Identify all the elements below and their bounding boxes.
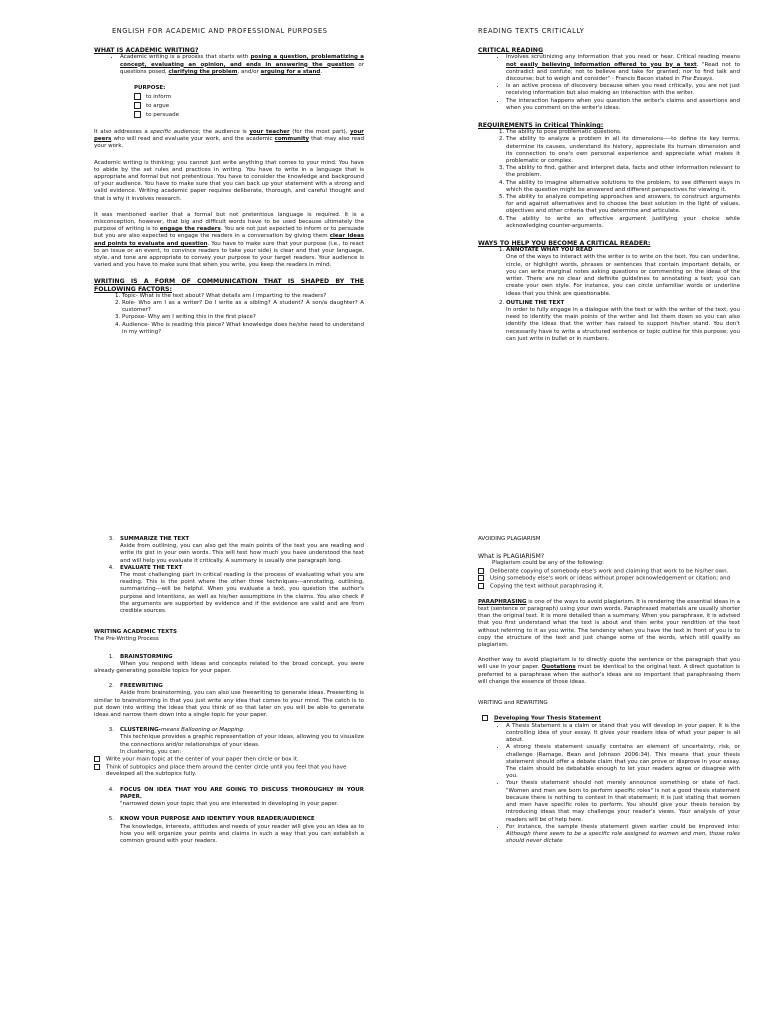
- thesis-title: Developing Your Thesis Statement: [478, 715, 740, 723]
- freewriting-item: 2. FREEWRITING Aside from brainstorming, you can also use freewriting to generate ideas. Freewriting is similar to brainstorming in that you just write any idea that comes to your mind. The catch is to put down into writing the ideas that you think of so that later on you will be able to generate ideas and narrow them down into a single topic for your paper.: [94, 683, 364, 719]
- ways-heading: WAYS TO HELP YOU BECOME A CRITICAL READER:: [478, 240, 651, 248]
- thinking-paragraph: Academic writing is thinking; you cannot just write anything that comes to your mind. You have to abide by the set rules and practices in writing. You have to write in a language that is appropriate and formal but not pretentious. You have to consider the knowledge and background of your audience. You have to make sure that you can back up your statement with a strong and valid evidence. Writing academic paper requires deliberate, thorough, and careful thought and that is why it involves research.: [94, 159, 364, 202]
- language-paragraph: It was mentioned earlier that a formal but not pretentious language is required. It is a misconception, however, that big and difficult words have to be used because ultimately the purpose of writing is to engage the readers. You are not just expected to inform or to persuade but you are also expected to engage the readers in a conversation by giving them clear ideas and points to evaluate and question. You have to make sure that your purpose (i.e., to react to an issue or an event, to convince readers to take your side) is clear and that your language, style, and tone are appropriate to convey your purpose to your target readers. Your audience is varied and you have to make sure that when you write, you keep the readers in mind.: [94, 211, 364, 269]
- list-item: 2. The ability to analyze a problem in all its dimensions----to define its key terms, determine its causes, understand its history, appreciate its human dimension and its connection to one's own personal experience and appreciate what makes it problematic or complex.: [506, 136, 740, 165]
- page2-right-column: [478, 536, 740, 845]
- summarize-item: 3. SUMMARIZE THE TEXT Aside from outlining, you can also get the main points of the text you are reading and write its gist in your own words. This will test how much you have understood the text and will help you evaluate it critically. A summary is usually one paragraph long.: [108, 536, 364, 564]
- academic-writing-definition: • Academic writing is a process that starts with posing a question, problematizing a concept, evaluating an opinion, and ends in answering the question or questions posed, clarifying the problem, and/or arguing for a stand.: [120, 54, 364, 76]
- list-item: Think of subtopics and place them around the center circle until you feel that you have developed all the subtopics fully.: [94, 764, 364, 779]
- purpose-label: PURPOSE:: [134, 85, 166, 92]
- list-item: 2. Role- Who am I as a writer? Do I write as a sibling? A student? A son/a daughter? A customer?: [122, 300, 364, 314]
- purpose-item: to persuade: [134, 111, 364, 120]
- page1-left-column: [94, 28, 364, 336]
- list-item: Using somebody else's work or ideas without proper acknowledgement or citation; and: [478, 575, 740, 583]
- list-item: • Is an active process of discovery because when you read critically, you are not just receiving information but also making an interaction with the writer.: [506, 83, 740, 97]
- clustering-item: 3. CLUSTERING-means Ballooning or Mapping. This technique provides a graphic representation of your ideas, allowing you to visualize the connections and/or relationships of your ideas. In clustering, you can: Write your main topic at the center of your paper then circle or box it. Think of subtopics and place them around the center circle until you feel that you have developed all the subtopics fully.: [94, 727, 364, 778]
- purpose-item: to inform: [134, 93, 364, 102]
- writing-academic-heading: WRITING ACADEMIC TEXTS: [94, 629, 177, 636]
- requirements-list: [478, 129, 740, 230]
- list-item: Copying the text without paraphrasing it.: [478, 583, 740, 591]
- list-item: • For instance, the sample thesis statement given earlier could be improved into: Although there seem to be a specific role assigned to women and men, those roles should never dictate: [506, 824, 740, 846]
- list-item: • A Thesis Statement is a claim or stand that you will develop in your paper. It is the controlling idea of your essay. It gives your readers idea of what your paper is all about.: [506, 723, 740, 745]
- list-item: 4. The ability to imagine alternative solutions to the problem, to see different ways in which the question might be answered and different perspectives for viewing it.: [506, 180, 740, 194]
- page1-right-column: [478, 28, 740, 343]
- prewriting-heading: The Pre-Writing Process: [94, 636, 159, 643]
- factors-list: [94, 293, 364, 336]
- ways-list: [478, 247, 740, 343]
- requirements-heading: REQUIREMENTS in Critical Thinking:: [478, 122, 604, 130]
- list-item: • A strong thesis statement usually contains an element of uncertainty, risk, or challenge (Ramage, Bean and Johnson 2006:34). This means that your thesis statement should offer a debate claim that you can prove or disprove in your essay. The claim should be debatable enough to let your readers agree or disagree with you.: [506, 744, 740, 780]
- list-item: • The interaction happens when you question the writer's claims and assertions and when you comment on the writer's ideas.: [506, 98, 740, 112]
- list-item: 5. The ability to analyze competing approaches and answers, to construct arguments for and against alternatives and to choose the best solution in the light of values, objectives and other criteria that you determine and articulate.: [506, 194, 740, 216]
- checkbox-icon: [134, 111, 141, 118]
- writing-rewriting-heading: WRITING and REWRITING: [478, 699, 548, 706]
- brainstorming-item: 1. BRAINSTORMING When you respond with ideas and concepts related to the broad concept, you were already generating possible topics for your paper.: [94, 653, 364, 675]
- list-item: 3. The ability to find, gather and interpret data, facts and other information relevant to the problem.: [506, 165, 740, 179]
- thesis-list: [478, 723, 740, 845]
- list-item: 1. The ability to pose problematic questions.: [506, 129, 740, 136]
- plagiarism-list: [478, 568, 740, 591]
- avoiding-plagiarism-heading: AVOIDING PLAGIARISM: [478, 536, 541, 542]
- list-item: 2. OUTLINE THE TEXT In order to fully engage in a dialogue with the text or with the writer of the text, you need to identify the main points of the writer and list them down so you can also identify the ideas that the writer has raised to support his/her stand. You don't necessarily have to write a structured sentence or topic outline for this purpose; you can just write in bullet or in numbers.: [506, 300, 740, 343]
- list-item: • Involves scrutinizing any information that you read or hear. Critical reading means not easily believing information offered to you by a text. "Read not to contradict and confute; not to believe and take for granted; nor to find talk and discourse; but to weigh and consider" - Francis Bacon stated in The Essays.: [506, 54, 740, 83]
- page1-left-header: ENGLISH FOR ACADEMIC AND PROFESSIONAL PURPOSES: [112, 27, 328, 35]
- list-item: • Your thesis statement should not merely announce something or state of fact. "Women and men are born to perform specific roles" is not a good thesis statement because there is nothing to contest in that statement; it is just stating that women and men have specific roles to perform. You should give your thesis tension by introducing ideas that may challenge your reader's views. Your analysis of your readers will be of help here.: [506, 780, 740, 823]
- paraphrasing-paragraph: PARAPHRASING is one of the ways to avoid plagiarism. It is rendering the essential ideas in a text (sentence or paragraph) using your own words. Paraphrased materials are usually shorter than the original text. It is more detailed than a summary. When you paraphrase, it is advised that you first understand what the text is about and then write your rendition of the text without referring to it as you write. The tendency when you have the text in front of you is to copy the structure of the text and just change some of the words, which still qualify as plagiarism.: [478, 598, 740, 648]
- purpose-block: [94, 84, 364, 120]
- factors-heading: WRITING IS A FORM OF COMMUNICATION THAT IS SHAPED BY THE FOLLOWING FACTORS:: [94, 278, 364, 293]
- list-item: Deliberate copying of somebody else's work and claiming that work to be his/her own.: [478, 568, 740, 576]
- quotation-paragraph: Another way to avoid plagiarism is to directly quote the sentence or the paragraph that you will use in your paper. Quotations must be identical to the original text. A direct quotation is preferred to a paraphrase when the author's ideas are so important that paraphrasing them will change the essence of those ideas.: [478, 657, 740, 685]
- list-item: 1. Topic- What is the text about? What details am I imparting to the readers?: [122, 293, 364, 300]
- page2-left-column: [94, 536, 364, 845]
- list-item: 4. Audience- Who is reading this piece? What knowledge does he/she need to understand in my writing?: [122, 322, 364, 336]
- page1-right-header: READING TEXTS CRITICALLY: [478, 27, 585, 35]
- purpose-item: to argue: [134, 102, 364, 111]
- checkbox-icon: [134, 102, 141, 109]
- list-item: 6. The ability to write an effective argument justifying your choice while acknowledging counter-arguments.: [506, 216, 740, 230]
- critical-reading-heading: CRITICAL READING: [478, 47, 544, 55]
- what-is-heading: WHAT IS ACADEMIC WRITING?: [94, 47, 199, 55]
- evaluate-item: 4. EVALUATE THE TEXT The most challenging part in critical reading is the process of evaluating what you are reading. This is the point where the other three techniques---annotating, outlining, summarizing---will be helpful. When you evaluate a text, you question the author's purpose and intentions, as well as his/her assumptions in the claims. You also check if the arguments are supported by evidence and if the evidence are valid and are from credible sources.: [108, 564, 364, 615]
- plagiarism-intro: Plagiarism could be any of the following:: [492, 560, 604, 567]
- checkbox-icon: [134, 93, 141, 100]
- what-is-plagiarism: What is PLAGIARISM?: [478, 553, 545, 561]
- know-purpose-item: 5. KNOW YOUR PURPOSE AND IDENTIFY YOUR READER/AUDIENCE The knowledge, interests, attitudes and needs of your reader will give you an idea as to how you will organize your points and claims in such a way that you can establish a common ground with your readers.: [108, 816, 364, 844]
- list-item: Write your main topic at the center of your paper then circle or box it.: [94, 756, 364, 764]
- list-item: 1. ANNOTATE WHAT YOU READ One of the ways to interact with the writer is to write on the text. You can underline, circle, or highlight words, phrases or sentences that contain important details, or you can write marginal notes asking questions or commenting on the ideas of the writer. There are no clear and definite guidelines to annotating a text; you can create your own style. For instance, you can circle unfamiliar words or underline ideas that you think are questionable.: [506, 247, 740, 297]
- list-item: 3. Purpose- Why am I writing this in the first place?: [122, 314, 364, 321]
- audience-paragraph: It also addresses a specific audience; the audience is your teacher (for the most part), your peers who will read and evaluate your work, and the academic community that may also read your work.: [94, 129, 364, 150]
- focus-item: 4. FOCUS ON IDEA THAT YOU ARE GOING TO DISCUSS THOROUGHLY IN YOUR PAPER. "narrowed down your topic that you are interested in developing in your paper.: [108, 786, 364, 808]
